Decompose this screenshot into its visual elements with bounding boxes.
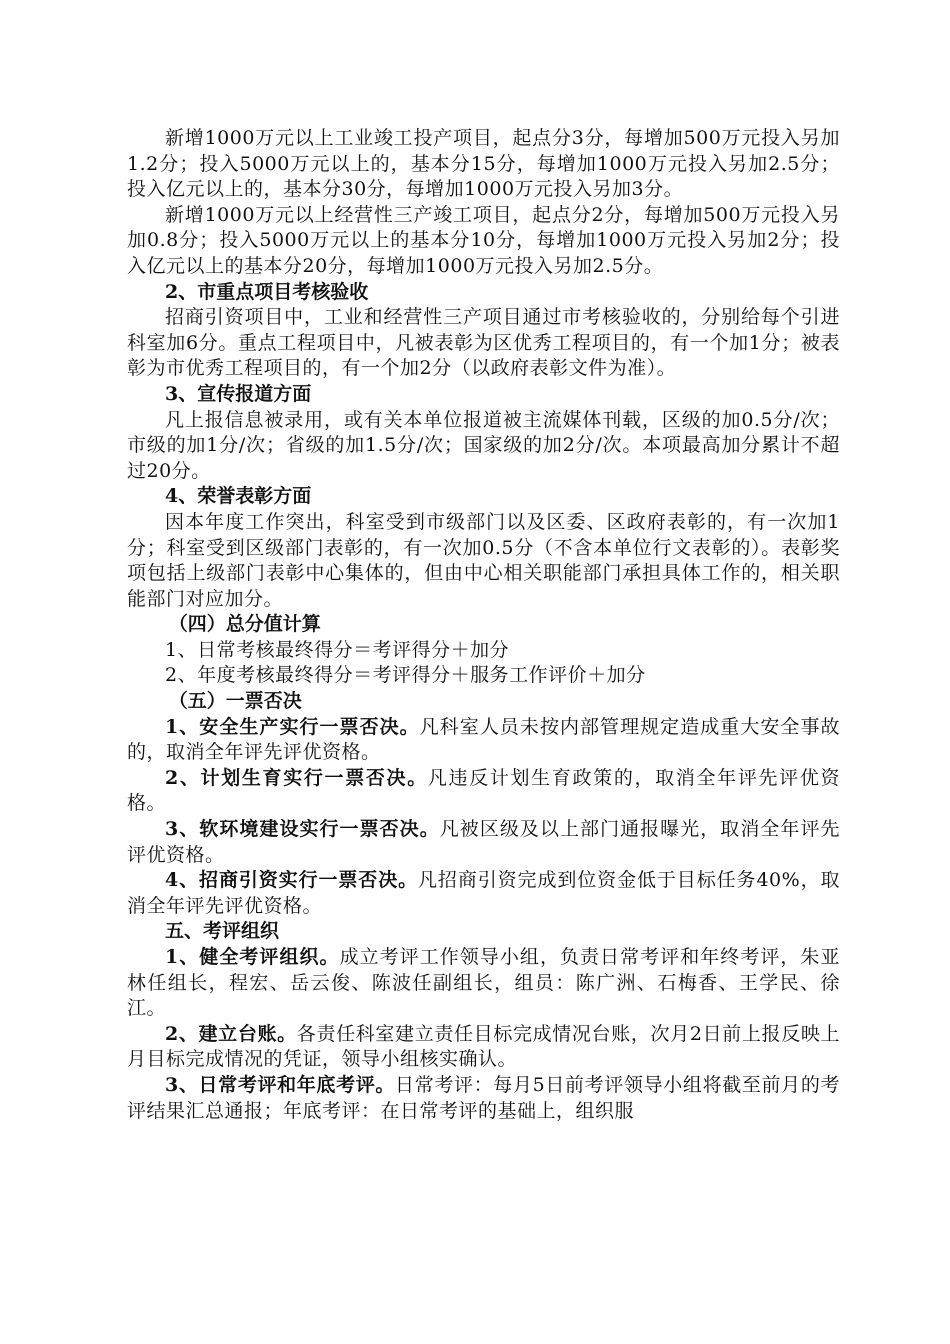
veto-investment <box>127 868 840 919</box>
org-ledger <box>127 1022 840 1073</box>
veto-investment-lead: 4、招商引资实行一票否决。 <box>165 869 419 892</box>
veto-soft-environment-lead: 3、软环境建设实行一票否决。 <box>165 818 440 841</box>
veto-family-planning <box>127 766 840 817</box>
org-committee-lead: 1、健全考评组织。 <box>165 946 340 968</box>
total-score-annual: 2、年度考核最终得分＝考评得分＋服务工作评价＋加分 <box>165 664 646 687</box>
heading-total-score: （四）总分值计算 <box>168 613 321 636</box>
org-committee <box>127 945 840 1022</box>
veto-family-planning-lead: 2、计划生育实行一票否决。 <box>165 766 428 789</box>
veto-safety <box>127 715 840 766</box>
heading-veto: （五）一票否决 <box>168 690 302 713</box>
veto-safety-text: 凡科室人员未按内部管理规定造成重大安全事故的，取消全年评先评优资格。 <box>127 715 840 764</box>
org-daily-annual-review-text: 日常考评：每月5日前考评领导小组将截至前月的考评结果汇总通报；年底考评：在日常考评的基础上，组织服 <box>127 1073 840 1122</box>
paragraph-publicity: 凡上报信息被录用，或有关本单位报道被主流媒体刊载，区级的加0.5分/次；市级的加1分/次；省级的加1.5分/次；国家级的加2分/次。本项最高加分累计不超过20分。 <box>127 408 840 482</box>
paragraph-service-projects: 新增1000万元以上经营性三产竣工项目，起点分2分，每增加500万元投入另加0.8分；投入5000万元以上的基本分10分，每增加1000万元投入另加2分；投入亿元以上的基本分20分，每增加1000万元投入另加2.5分。 <box>127 203 840 277</box>
veto-family-planning-text: 凡违反计划生育政策的，取消全年评先评优资格。 <box>127 766 840 815</box>
veto-safety-lead: 1、安全生产实行一票否决。 <box>165 715 420 738</box>
paragraph-industrial-projects: 新增1000万元以上工业竣工投产项目，起点分3分，每增加500万元投入另加1.2分；投入5000万元以上的，基本分15分，每增加1000万元投入另加2.5分；投入亿元以上的，基本分30分，每增加1000万元投入另加3分。 <box>127 127 840 201</box>
org-daily-annual-review <box>127 1073 840 1124</box>
heading-evaluation-organization: 五、考评组织 <box>165 920 280 943</box>
paragraph-key-projects: 招商引资项目中，工业和经营性三产项目通过市考核验收的，分别给每个引进科室加6分。重点工程项目中，凡被表彰为区优秀工程项目的，有一个加1分；被表彰为市优秀工程项目的，有一个加2分（以政府表彰文件为准）。 <box>127 306 840 380</box>
org-daily-annual-review-lead: 3、日常考评和年底考评。 <box>165 1073 396 1096</box>
paragraph-honor: 因本年度工作突出，科室受到市级部门以及区委、区政府表彰的，有一次加1分；科室受到区级部门表彰的，有一次加0.5分（不含本单位行文表彰的）。表彰奖项包括上级部门表彰中心集体的，但由中心相关职能部门承担具体工作的，相关职能部门对应加分。 <box>127 510 840 610</box>
heading-honor: 4、荣誉表彰方面 <box>165 485 312 508</box>
veto-soft-environment-text: 凡被区级及以上部门通报曝光，取消全年评先评优资格。 <box>127 818 840 866</box>
veto-soft-environment <box>127 817 840 868</box>
total-score-daily: 1、日常考核最终得分＝考评得分＋加分 <box>165 638 510 661</box>
heading-key-projects: 2、市重点项目考核验收 <box>165 280 369 303</box>
veto-investment-text: 凡招商引资完成到位资金低于目标任务40%，取消全年评先评优资格。 <box>127 869 840 917</box>
org-committee-text: 成立考评工作领导小组，负责日常考评和年终考评，朱亚林任组长，程宏、岳云俊、陈波任副组长，组员：陈广洲、石梅香、王学民、徐江。 <box>127 946 840 1020</box>
org-ledger-lead: 2、建立台账。 <box>165 1022 297 1045</box>
org-ledger-text: 各责任科室建立责任目标完成情况台账，次月2日前上报反映上月目标完成情况的凭证，领导小组核实确认。 <box>127 1022 840 1071</box>
heading-publicity: 3、宣传报道方面 <box>165 382 312 405</box>
